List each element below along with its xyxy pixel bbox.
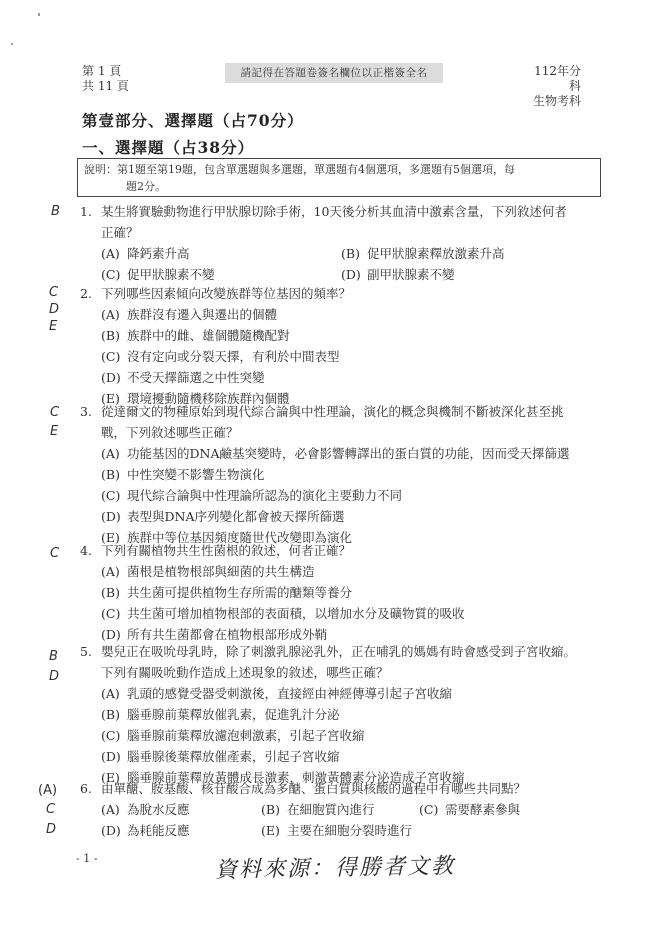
scan-speck: [11, 43, 13, 45]
question-number: 6.: [80, 781, 92, 796]
handwritten-answer-q6-3: D: [46, 822, 57, 837]
exam-info: [523, 64, 581, 109]
question-number: 1.: [80, 204, 92, 219]
instructions-line-1: 說明：第1題至第19題，包含單選題與多選題，單選題有4個選項，多選題有5個選項，每: [84, 163, 515, 176]
option-c: (C) 需要酵素參與: [419, 802, 521, 817]
instructions-line-2: 題2分。: [126, 180, 166, 193]
option-b: (B) 促甲狀腺素釋放激素升高: [341, 246, 505, 261]
option-b: (B) 中性突變不影響生物演化: [101, 467, 265, 482]
handwritten-answer-q2-2: D: [49, 302, 60, 317]
option-d: (D) 腦垂腺後葉釋放催產素，引起子宮收縮: [101, 749, 340, 764]
scan-speck: [38, 13, 40, 16]
option-a: (A) 族群沒有遷入與遷出的個體: [101, 307, 278, 322]
option-b: (B) 共生菌可提供植物生存所需的醣類等養分: [101, 585, 353, 600]
question-stem: 某生將實驗動物進行甲狀腺切除手術，10天後分析其血清中激素含量，下列敘述何者 正確？: [101, 204, 567, 240]
option-a: (A) 菌根是植物根部與細菌的共生構造: [101, 564, 315, 579]
question-6: [74, 778, 614, 841]
question-stem: 下列哪些因素傾向改變族群等位基因的頻率？: [101, 286, 352, 301]
option-d: (D) 不受天擇篩選之中性突變: [101, 370, 265, 385]
question-number: 3.: [80, 404, 92, 419]
page-label: 第 1 頁: [82, 64, 122, 78]
handwritten-answer-q3-1: C: [50, 405, 60, 420]
page-indicator: [82, 64, 129, 94]
question-stem: 從達爾文的物種原始到現代綜合論與中性理論，演化的概念與機制不斷被深化甚至挑 戰，下列敘述哪些正確？: [101, 404, 564, 440]
option-a: (A) 乳頭的感覺受器受刺激後，直接經由神經傳導引起子宮收縮: [101, 686, 453, 701]
option-d: (D) 副甲狀腺素不變: [341, 267, 455, 282]
option-a: (A) 功能基因的DNA鹼基突變時，必會影響轉譯出的蛋白質的功能，因而受天擇篩選: [101, 446, 570, 461]
option-a: (A) 降鈣素升高: [101, 246, 190, 261]
option-c: (C) 共生菌可增加植物根部的表面積，以增加水分及礦物質的吸收: [101, 606, 465, 621]
instructions-box: [77, 158, 601, 197]
handwritten-source-note: 資料來源：得勝者文教: [214, 853, 456, 884]
question-1: [74, 201, 614, 285]
question-number: 5.: [80, 644, 92, 659]
option-b: (B) 族群中的雌、雄個體隨機配對: [101, 328, 290, 343]
option-d: (D) 表型與DNA序列變化都會被天擇所篩選: [101, 509, 345, 524]
exam-year: 112年分科: [534, 64, 581, 93]
handwritten-answer-q3-2: E: [50, 424, 59, 439]
handwritten-answer-q6-1: (A): [38, 783, 58, 798]
option-c: (C) 腦垂腺前葉釋放濾泡刺激素，引起子宮收縮: [101, 728, 365, 743]
option-e: (E) 主要在細胞分裂時進行: [261, 823, 413, 838]
exam-subject: 生物考科: [532, 94, 581, 108]
question-5: [74, 641, 614, 788]
option-c: (C) 促甲狀腺素不變: [101, 267, 215, 282]
option-d: (D) 所有共生菌都會在植物根部形成外鞘: [101, 627, 328, 642]
question-4: [74, 540, 614, 645]
question-number: 2.: [80, 286, 92, 301]
option-c: (C) 現代綜合論與中性理論所認為的演化主要動力不同: [101, 488, 403, 503]
handwritten-answer-q1: B: [51, 204, 60, 219]
option-d: (D) 為耗能反應: [101, 823, 190, 838]
option-e: (E) 腦垂腺前葉釋放黃體成長激素，刺激黃體素分泌造成子宮收縮: [101, 770, 465, 785]
section-title: 一、選擇題（占38分）: [82, 138, 255, 157]
option-a: (A) 為脫水反應: [101, 802, 190, 817]
page-number: - 1 -: [76, 852, 98, 865]
option-e: (E) 環境擾動隨機移除族群內個體: [101, 391, 290, 406]
question-stem: 下列有關植物共生性菌根的敘述，何者正確？: [101, 543, 352, 558]
handwritten-answer-q6-2: C: [46, 802, 56, 817]
option-e: (E) 族群中等位基因頻度隨世代改變即為演化: [101, 530, 353, 545]
part-title: 第壹部分、選擇題（占70分）: [82, 111, 304, 130]
signature-notice: 請記得在答題卷簽名欄位以正楷簽全名: [225, 63, 443, 83]
option-b: (B) 腦垂腺前葉釋放催乳素，促進乳汁分泌: [101, 707, 340, 722]
question-stem: 由單醣、胺基酸、核苷酸合成為多醣、蛋白質與核酸的過程中有哪些共同點？: [101, 781, 527, 796]
handwritten-answer-q2-1: C: [49, 285, 59, 300]
total-pages-label: 共 11 頁: [82, 79, 129, 93]
question-number: 4.: [80, 543, 92, 558]
handwritten-answer-q2-3: E: [49, 319, 58, 334]
option-b: (B) 在細胞質內進行: [261, 802, 375, 817]
handwritten-answer-q5-1: B: [49, 649, 58, 664]
handwritten-answer-q5-2: D: [49, 669, 60, 684]
question-3: [74, 401, 614, 548]
option-c: (C) 沒有定向或分裂天擇，有利於中間表型: [101, 349, 340, 364]
handwritten-answer-q4: C: [50, 546, 60, 561]
question-stem: 嬰兒正在吸吮母乳時，除了刺激乳腺泌乳外，正在哺乳的媽媽有時會感受到子宮收縮。 下列有關吸吮動作造成上述現象的敘述，哪些正確？: [101, 644, 577, 680]
question-2: [74, 283, 614, 409]
